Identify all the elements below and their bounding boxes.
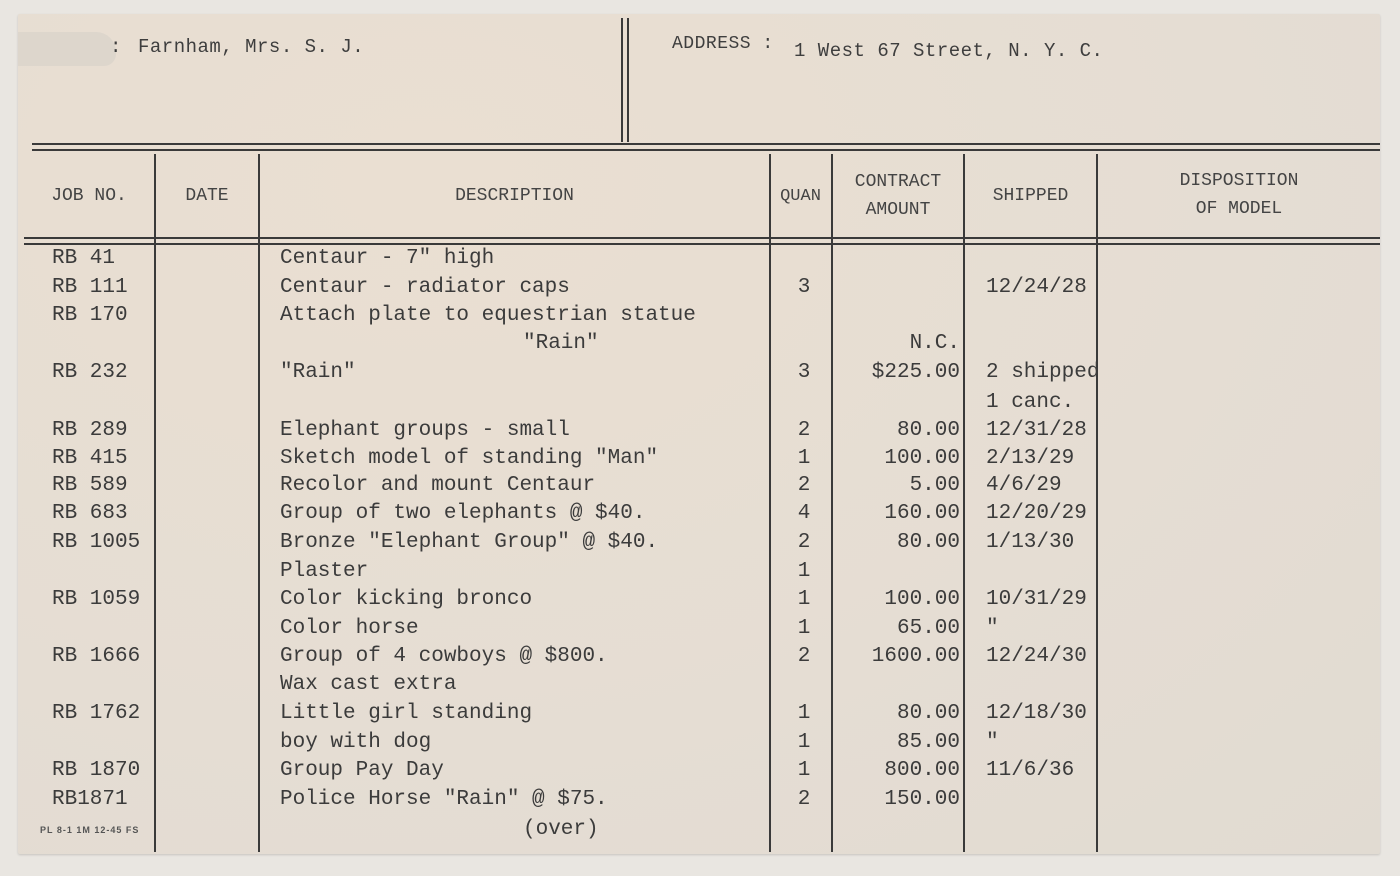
- row-description: Plaster: [280, 560, 369, 583]
- row-description: "Rain": [523, 332, 599, 355]
- row-contract-amount: 800.00: [884, 759, 960, 782]
- row-contract-amount: 150.00: [884, 788, 960, 811]
- row-description: Centaur - radiator caps: [280, 276, 570, 299]
- header-divider-2: [627, 18, 629, 142]
- row-quantity: 1: [797, 702, 811, 725]
- row-shipped-date: 2 shipped: [986, 361, 1100, 384]
- col-contract-1: CONTRACT: [854, 172, 942, 192]
- row-description: Color horse: [280, 617, 419, 640]
- row-contract-amount: 5.00: [909, 474, 960, 497]
- col-contract-2: AMOUNT: [865, 200, 931, 220]
- address-label: ADDRESS :: [672, 34, 774, 54]
- name-label: :: [110, 36, 122, 58]
- col-disposition-1: DISPOSITION: [1179, 171, 1299, 191]
- header-rule: [24, 237, 1380, 239]
- row-quantity: 2: [797, 419, 811, 442]
- row-job-number: RB 1005: [52, 531, 141, 554]
- row-contract-amount: 160.00: [884, 502, 960, 525]
- row-job-number: RB 1666: [52, 645, 141, 668]
- row-quantity: 1: [797, 447, 811, 470]
- row-contract-amount: 1600.00: [871, 645, 960, 668]
- row-quantity: 3: [797, 361, 811, 384]
- row-description: Group of two elephants @ $40.: [280, 502, 646, 525]
- row-quantity: 1: [797, 588, 811, 611]
- row-shipped-date: 12/24/28: [986, 276, 1087, 299]
- row-description: Centaur - 7" high: [280, 247, 495, 270]
- row-description: Bronze "Elephant Group" @ $40.: [280, 531, 659, 554]
- row-description: Wax cast extra: [280, 673, 457, 696]
- row-contract-amount: 65.00: [896, 617, 960, 640]
- row-quantity: 3: [797, 276, 811, 299]
- row-job-number: RB 41: [52, 247, 116, 270]
- address-value: 1 West 67 Street, N. Y. C.: [794, 40, 1104, 62]
- row-description: "Rain": [280, 361, 356, 384]
- row-contract-amount: 100.00: [884, 588, 960, 611]
- row-description: Attach plate to equestrian statue: [280, 304, 696, 327]
- row-description: Color kicking bronco: [280, 588, 533, 611]
- row-description: Elephant groups - small: [280, 419, 570, 442]
- row-contract-amount: 80.00: [896, 531, 960, 554]
- row-contract-amount: N.C.: [909, 332, 960, 355]
- row-shipped-date: 11/6/36: [986, 759, 1075, 782]
- col-disposition-2: OF MODEL: [1195, 199, 1283, 219]
- row-quantity: 2: [797, 474, 811, 497]
- row-description: Group Pay Day: [280, 759, 444, 782]
- row-job-number: RB 289: [52, 419, 128, 442]
- row-job-number: RB 232: [52, 361, 128, 384]
- row-description: Little girl standing: [280, 702, 533, 725]
- row-shipped-date: ": [986, 617, 999, 640]
- col-line-1: [154, 154, 156, 852]
- col-line-5: [963, 154, 965, 852]
- row-quantity: 1: [797, 759, 811, 782]
- top-rule-2: [32, 149, 1380, 151]
- col-line-2: [258, 154, 260, 852]
- header-divider: [621, 18, 623, 142]
- over-note: (over): [523, 818, 599, 841]
- row-job-number: RB 1870: [52, 759, 141, 782]
- row-quantity: 1: [797, 560, 811, 583]
- col-shipped: SHIPPED: [992, 186, 1069, 206]
- row-job-number: RB1871: [52, 788, 128, 811]
- row-shipped-date: 12/31/28: [986, 419, 1087, 442]
- row-shipped-date: 2/13/29: [986, 447, 1075, 470]
- row-quantity: 2: [797, 788, 811, 811]
- row-quantity: 1: [797, 617, 811, 640]
- row-contract-amount: 80.00: [896, 419, 960, 442]
- row-contract-amount: 80.00: [896, 702, 960, 725]
- row-description: Recolor and mount Centaur: [280, 474, 596, 497]
- torn-corner: [18, 32, 116, 66]
- col-date: DATE: [185, 186, 229, 206]
- row-quantity: 1: [797, 731, 811, 754]
- row-job-number: RB 415: [52, 447, 128, 470]
- row-job-number: RB 1762: [52, 702, 141, 725]
- client-name: Farnham, Mrs. S. J.: [138, 36, 365, 58]
- top-rule: [32, 143, 1380, 145]
- col-quan: QUAN: [780, 187, 821, 206]
- row-description: boy with dog: [280, 731, 432, 754]
- row-job-number: RB 111: [52, 276, 128, 299]
- row-shipped-date: ": [986, 731, 999, 754]
- row-shipped-date: 1 canc.: [986, 391, 1075, 414]
- row-job-number: RB 683: [52, 502, 128, 525]
- row-shipped-date: 4/6/29: [986, 474, 1062, 497]
- header-rule-2: [24, 243, 1380, 245]
- row-quantity: 2: [797, 531, 811, 554]
- row-description: Sketch model of standing "Man": [280, 447, 659, 470]
- form-code: PL 8-1 1M 12-45 FS: [40, 825, 140, 835]
- row-description: Group of 4 cowboys @ $800.: [280, 645, 608, 668]
- row-quantity: 4: [797, 502, 811, 525]
- row-description: Police Horse "Rain" @ $75.: [280, 788, 608, 811]
- row-shipped-date: 1/13/30: [986, 531, 1075, 554]
- row-shipped-date: 12/20/29: [986, 502, 1087, 525]
- row-shipped-date: 12/24/30: [986, 645, 1087, 668]
- row-job-number: RB 1059: [52, 588, 141, 611]
- col-description: DESCRIPTION: [455, 186, 574, 206]
- row-shipped-date: 12/18/30: [986, 702, 1087, 725]
- record-card: [18, 14, 1380, 854]
- col-job-no: JOB NO.: [51, 186, 127, 206]
- row-quantity: 2: [797, 645, 811, 668]
- row-job-number: RB 589: [52, 474, 128, 497]
- row-shipped-date: 10/31/29: [986, 588, 1087, 611]
- row-contract-amount: 85.00: [896, 731, 960, 754]
- col-line-4: [831, 154, 833, 852]
- row-contract-amount: $225.00: [871, 361, 960, 384]
- row-job-number: RB 170: [52, 304, 128, 327]
- row-contract-amount: 100.00: [884, 447, 960, 470]
